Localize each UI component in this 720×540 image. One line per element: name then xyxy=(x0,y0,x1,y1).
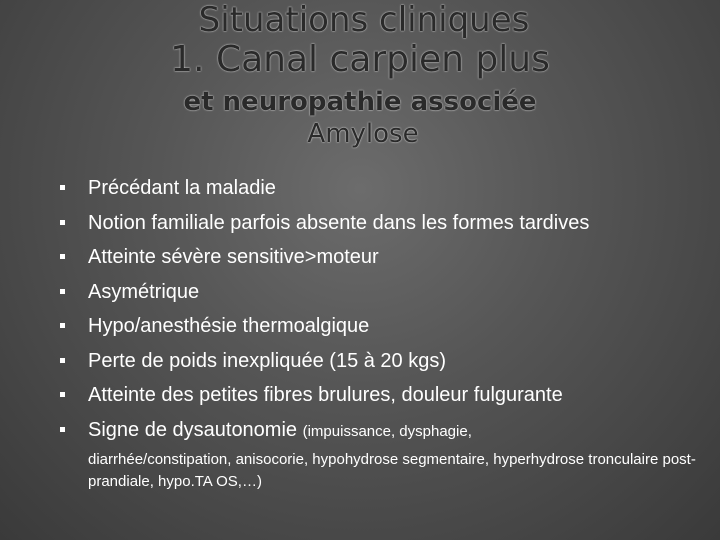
bullet-marker-icon xyxy=(60,289,65,294)
bullet-detail-continuation: diarrhée/constipation, anisocorie, hypohydrose segmentaire, hyperhydrose tronculaire post-prandiale, hypo.TA OS,…) xyxy=(88,450,696,490)
bullet-text: Perte de poids inexpliquée (15 à 20 kgs) xyxy=(88,349,447,372)
bullet-marker-icon xyxy=(60,323,65,328)
slide-subtitle-line-1: et neuropathie associée xyxy=(183,87,537,117)
bullet-marker-icon xyxy=(60,427,65,432)
bullet-item xyxy=(60,208,710,243)
bullet-item xyxy=(60,173,710,208)
bullet-list xyxy=(60,173,710,493)
bullet-text: Précédant la maladie xyxy=(88,177,276,199)
bullet-item xyxy=(60,380,710,415)
bullet-text: Asymétrique xyxy=(88,280,200,303)
bullet-item xyxy=(60,242,710,277)
bullet-marker-icon xyxy=(60,220,65,225)
slide-title-line-2: 1. Canal carpien plus xyxy=(170,39,550,80)
bullet-text: Atteinte sévère sensitive>moteur xyxy=(88,246,379,268)
bullet-text: Hypo/anesthésie thermoalgique xyxy=(88,315,370,337)
slide-title-line-1: Situations cliniques xyxy=(198,0,530,40)
bullet-marker-icon xyxy=(60,254,65,259)
bullet-text: Notion familiale parfois absente dans les formes tardives xyxy=(88,211,590,234)
bullet-item xyxy=(60,415,710,493)
bullet-marker-icon xyxy=(60,358,65,363)
bullet-marker-icon xyxy=(60,392,65,397)
slide-subtitle-line-2: Amylose xyxy=(307,119,419,149)
bullet-marker-icon xyxy=(60,185,65,190)
bullet-item xyxy=(60,311,710,346)
bullet-detail-text: (impuissance, dysphagie, xyxy=(302,422,472,440)
bullet-text: Signe de dysautonomie xyxy=(88,418,298,441)
bullet-text: Atteinte des petites fibres brulures, douleur fulgurante xyxy=(88,384,563,406)
bullet-item xyxy=(60,277,710,312)
bullet-item xyxy=(60,346,710,381)
